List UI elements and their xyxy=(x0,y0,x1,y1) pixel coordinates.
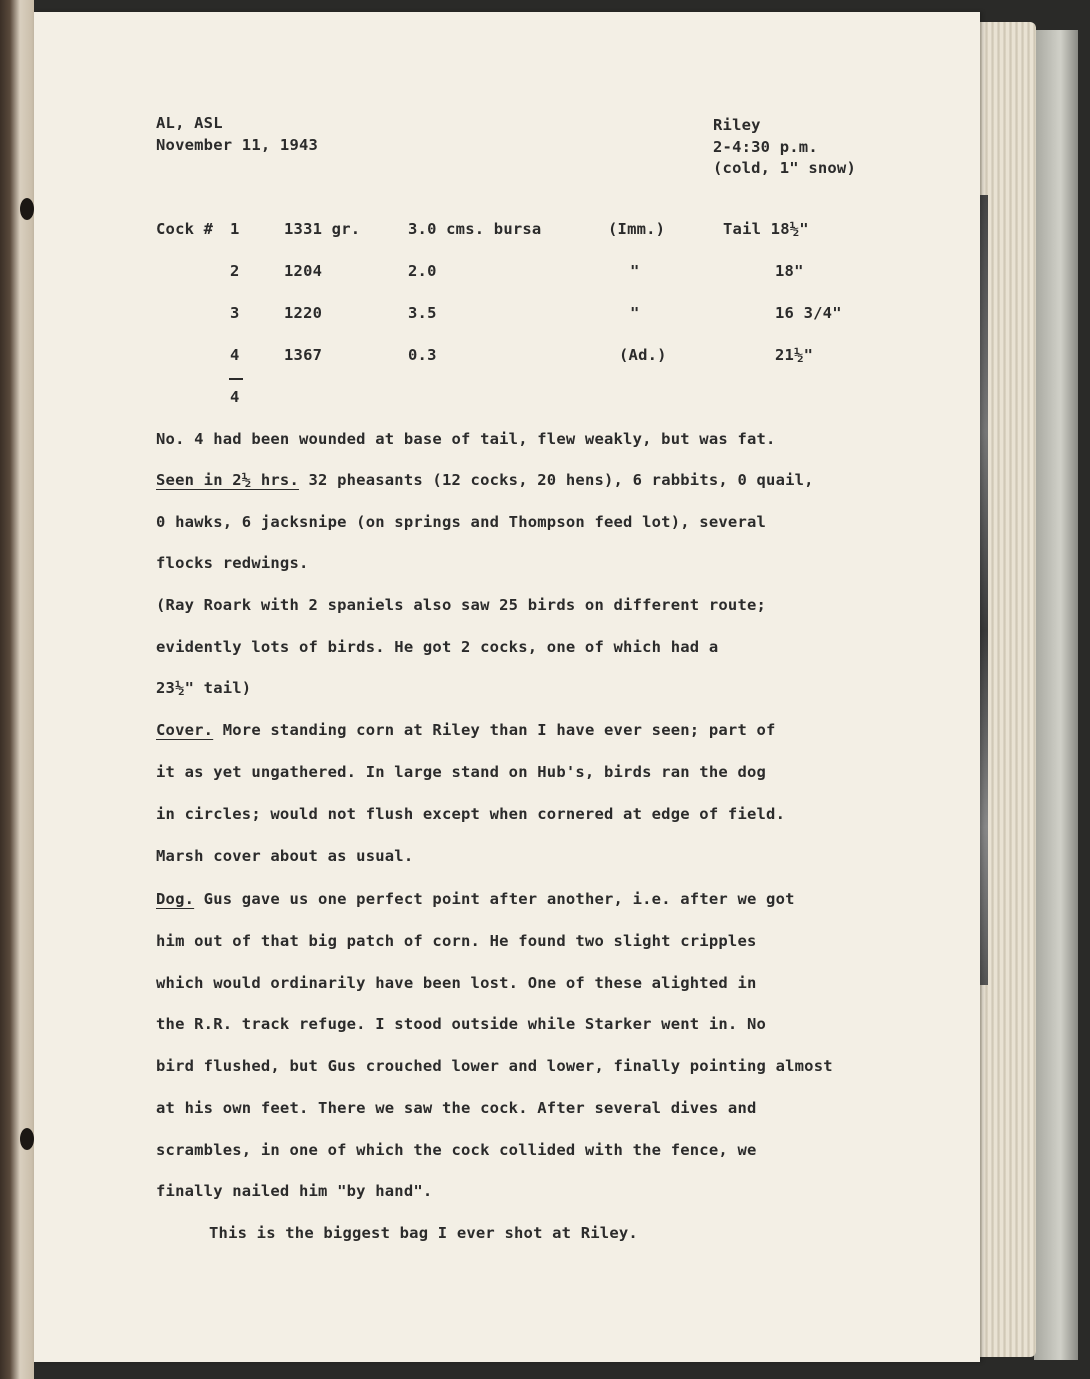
cock-total: 4 xyxy=(230,388,240,406)
cock-age: " xyxy=(630,262,640,280)
dog-line-8: finally nailed him "by hand". xyxy=(156,1182,433,1200)
cock-tail: 16 3/4" xyxy=(775,304,842,322)
roark-line-3: 23½" tail) xyxy=(156,679,252,697)
cock-age: (Ad.) xyxy=(619,346,667,364)
binding-hole xyxy=(20,1128,34,1150)
dog-line-1 xyxy=(156,890,795,908)
cock-age: " xyxy=(630,304,640,322)
cock-number: 2 xyxy=(230,262,240,280)
cock-bursa: 0.3 xyxy=(408,346,437,364)
binding-hole xyxy=(20,198,34,220)
cover-line-1 xyxy=(156,721,776,739)
dog-text: Gus gave us one perfect point after another, i.e. after we got xyxy=(194,890,795,908)
seen-line-1 xyxy=(156,471,814,489)
dog-heading: Dog. xyxy=(156,890,195,908)
total-rule xyxy=(229,378,243,380)
table-label: Cock # xyxy=(156,220,214,238)
cock-weight: 1331 gr. xyxy=(284,220,361,238)
seen-line-3: flocks redwings. xyxy=(156,554,309,572)
seen-text: 32 pheasants (12 cocks, 20 hens), 6 rabbits, 0 quail, xyxy=(298,471,814,489)
cover-line-4: Marsh cover about as usual. xyxy=(156,847,414,865)
cock-bursa: 3.5 xyxy=(408,304,437,322)
note-cock-4: No. 4 had been wounded at base of tail, flew weakly, but was fat. xyxy=(156,430,776,448)
closing-line: This is the biggest bag I ever shot at Riley. xyxy=(209,1224,638,1242)
dog-line-6: at his own feet. There we saw the cock. After several dives and xyxy=(156,1099,757,1117)
cover-line-3: in circles; would not flush except when cornered at edge of field. xyxy=(156,805,786,823)
roark-line-2: evidently lots of birds. He got 2 cocks, one of which had a xyxy=(156,638,719,656)
cock-number: 3 xyxy=(230,304,240,322)
cock-weight: 1204 xyxy=(284,262,323,280)
cock-number: 4 xyxy=(230,346,240,364)
cock-weight: 1367 xyxy=(284,346,323,364)
header-location: Riley xyxy=(713,116,761,134)
dog-line-4: the R.R. track refuge. I stood outside while Starker went in. No xyxy=(156,1015,767,1033)
cock-age: (Imm.) xyxy=(608,220,666,238)
seen-heading: Seen in 2½ hrs. xyxy=(156,471,299,489)
header-time: 2-4:30 p.m. xyxy=(713,138,818,156)
cock-tail: Tail 18½" xyxy=(723,220,809,238)
header-weather: (cold, 1" snow) xyxy=(713,159,856,177)
dog-line-5: bird flushed, but Gus crouched lower and lower, finally pointing almost xyxy=(156,1057,833,1075)
cover-heading: Cover. xyxy=(156,721,214,739)
cock-weight: 1220 xyxy=(284,304,323,322)
cover-text: More standing corn at Riley than I have ever seen; part of xyxy=(213,721,776,739)
cover-line-2: it as yet ungathered. In large stand on Hub's, birds ran the dog xyxy=(156,763,767,781)
cock-tail: 18" xyxy=(775,262,804,280)
cock-tail: 21½" xyxy=(775,346,814,364)
seen-line-2: 0 hawks, 6 jacksnipe (on springs and Thompson feed lot), several xyxy=(156,513,767,531)
typed-page xyxy=(34,12,980,1362)
roark-line-1: (Ray Roark with 2 spaniels also saw 25 birds on different route; xyxy=(156,596,767,614)
left-page-edge xyxy=(0,0,34,1379)
book-cover xyxy=(1034,30,1078,1360)
dog-line-7: scrambles, in one of which the cock collided with the fence, we xyxy=(156,1141,757,1159)
header-initials: AL, ASL xyxy=(156,114,223,132)
dog-line-3: which would ordinarily have been lost. One of these alighted in xyxy=(156,974,757,992)
dog-line-2: him out of that big patch of corn. He found two slight cripples xyxy=(156,932,757,950)
cock-bursa: 3.0 cms. bursa xyxy=(408,220,542,238)
header-date: November 11, 1943 xyxy=(156,136,319,154)
cock-bursa: 2.0 xyxy=(408,262,437,280)
cock-number: 1 xyxy=(230,220,240,238)
